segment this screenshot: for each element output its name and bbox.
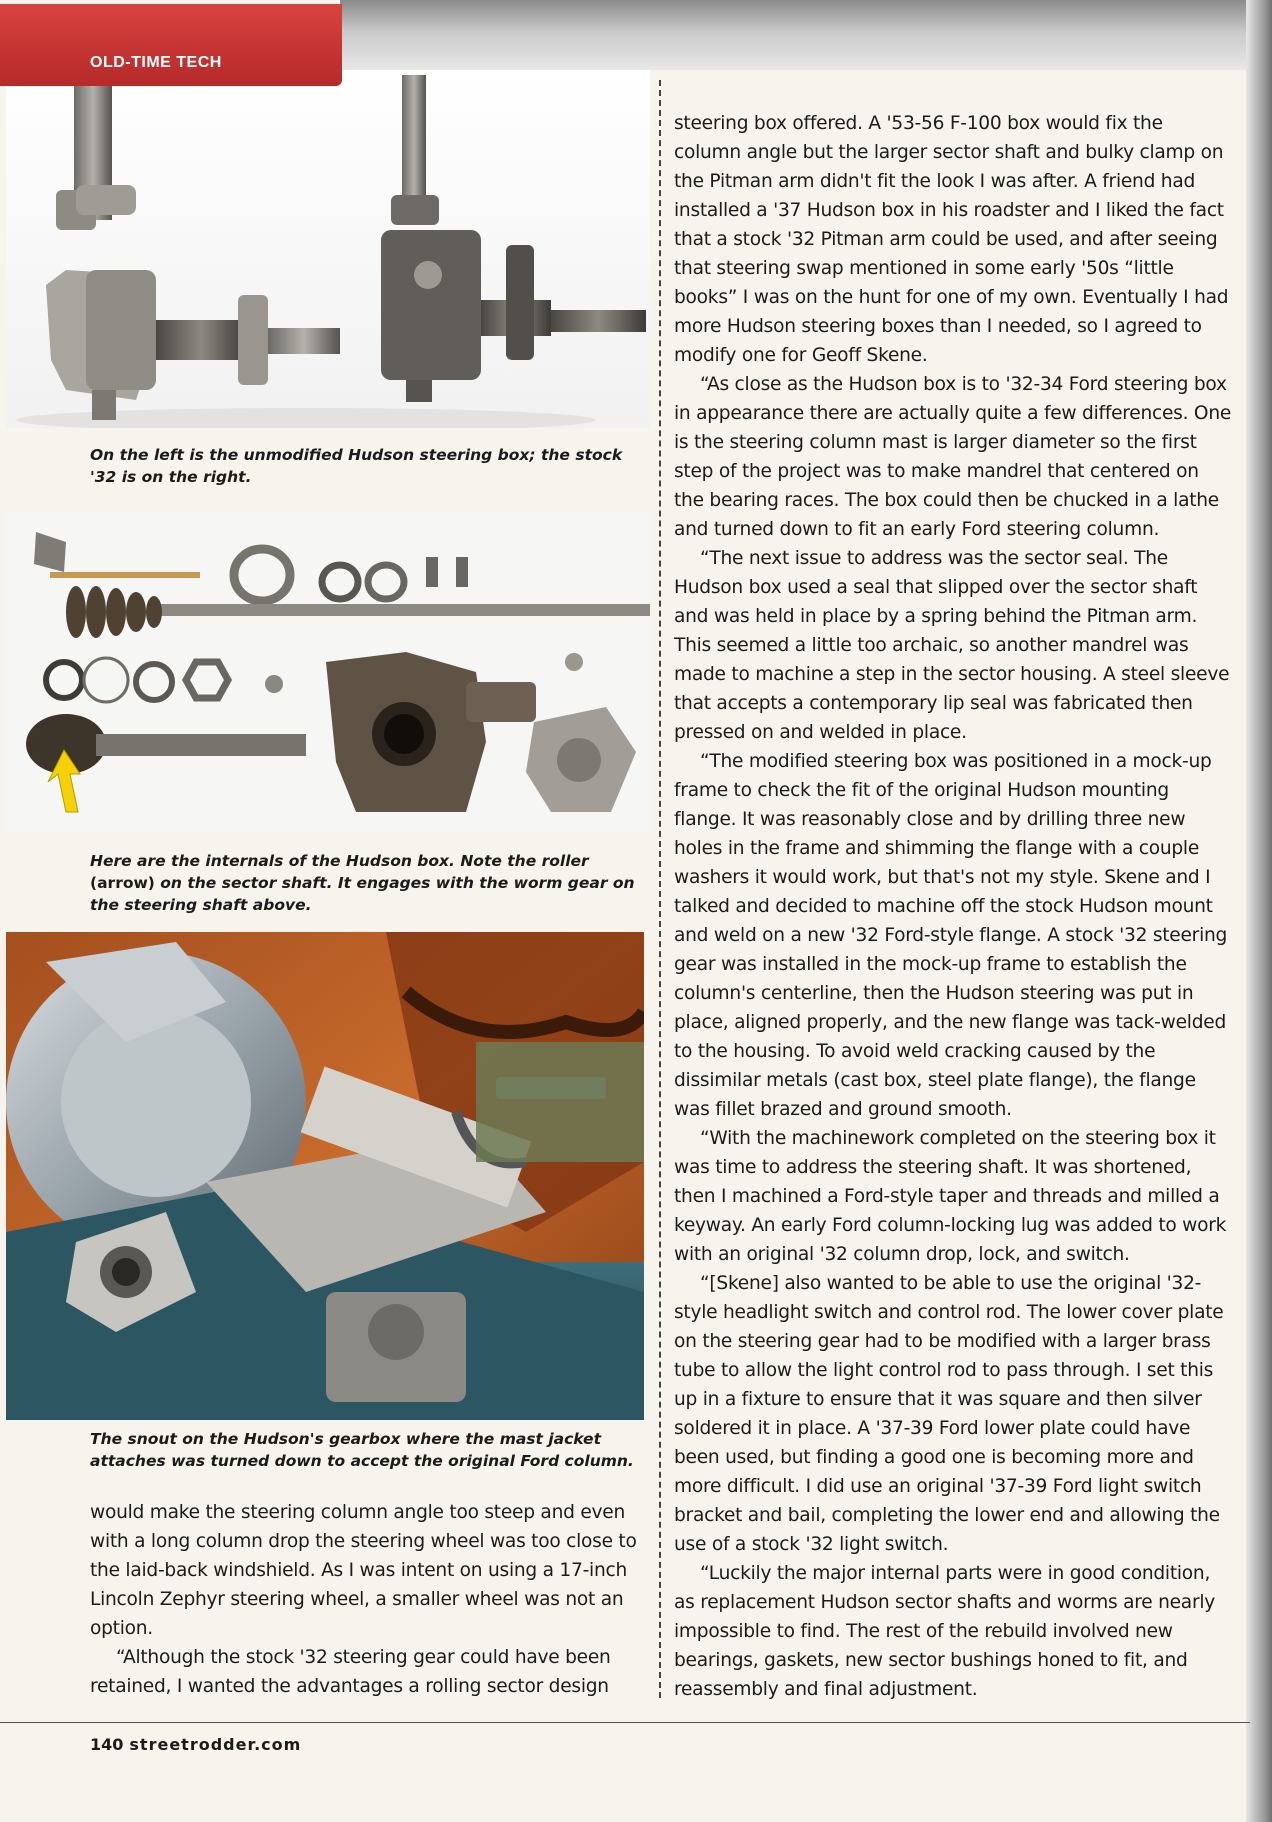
- caption-internals-arrow-note: (arrow): [90, 874, 161, 892]
- article-paragraph: would make the steering column angle too steep and even with a long column drop the steering wheel was too close to the laid-back windshield. As I was intent on using a 17-inch Lincoln Zephyr steering wheel, a smaller wheel was not an option.: [90, 1502, 637, 1639]
- header-band: [340, 0, 1272, 70]
- page-number: 140: [90, 1735, 124, 1754]
- caption-internals-part2: on the sector shaft. It engages with the worm gear on the steering shaft above.: [90, 874, 635, 914]
- column-divider: [659, 80, 661, 1698]
- caption-internals: [90, 850, 646, 916]
- article-left-column: [90, 1498, 650, 1701]
- steering-boxes-photo: [6, 70, 650, 428]
- footer-site: streetrodder.com: [129, 1735, 302, 1754]
- article-paragraph: “The next issue to address was the sector seal. The Hudson box used a seal that slipped over the sector shaft and was held in place by a spring behind the Pitman arm. This seemed a little too archaic, so another mandrel was made to machine a step in the sector housing. A steel sleeve that accepts a contemporary lip seal was fabricated then pressed on and welded in place.: [674, 548, 1230, 743]
- hudson-internals-photo: [6, 512, 650, 832]
- article-paragraph: “Luckily the major internal parts were in good condition, as replacement Hudson sector shafts and worms are nearly impossible to find. The rest of the rebuild involved new bearings, gaskets, new sector bushings honed to fit, and reassembly and final adjustment.: [674, 1563, 1216, 1700]
- caption-lathe: The snout on the Hudson's gearbox where the mast jacket attaches was turned down to accept the original Ford column.: [90, 1430, 634, 1470]
- caption-internals-part1: Here are the internals of the Hudson box. Note the roller: [90, 852, 589, 870]
- page-footer: [90, 1735, 301, 1754]
- footer-rule: [0, 1722, 1250, 1723]
- page-edge-shadow: [1246, 0, 1272, 1822]
- section-label: OLD-TIME TECH: [90, 54, 222, 71]
- lathe-machining-photo: [6, 932, 644, 1420]
- article-right-column: [674, 109, 1234, 1704]
- article-paragraph: “The modified steering box was positioned in a mock-up frame to check the fit of the original Hudson mounting flange. It was reasonably close and by drilling three new holes in the frame and shimming the flange with a couple washers it would work, but that's not my style. Skene and I talked and decided to machine off the stock Hudson mount and weld on a new '32 Ford-style flange. A stock '32 steering gear was installed in the mock-up frame to establish the column's centerline, then the Hudson steering was put in place, aligned properly, and the new flange was tack-welded to the housing. To avoid weld cracking caused by the dissimilar metals (cast box, steel plate flange), the flange was fillet brazed and ground smooth.: [674, 751, 1228, 1120]
- caption-steering-boxes: On the left is the unmodified Hudson steering box; the stock '32 is on the right.: [90, 446, 623, 486]
- section-tab: [0, 4, 342, 86]
- article-paragraph: steering box offered. A '53-56 F-100 box would fix the column angle but the larger sector shaft and bulky clamp on the Pitman arm didn't fit the look I was after. A friend had installed a '37 Hudson box in his roadster and I liked the fact that a stock '32 Pitman arm could be used, and after seeing that steering swap mentioned in some early '50s “little books” I was on the hunt for one of my own. Eventually I had more Hudson steering boxes than I needed, so I agreed to modify one for Geoff Skene.: [674, 113, 1229, 366]
- article-paragraph: “Although the stock '32 steering gear could have been retained, I wanted the advantages a rolling sector design: [90, 1647, 611, 1697]
- article-paragraph: “As close as the Hudson box is to '32-34 Ford steering box in appearance there are actually quite a few differences. One is the steering column mast is larger diameter so the first step of the project was to make mandrel that centered on the bearing races. The box could then be chucked in a lathe and turned down to fit an early Ford steering column.: [674, 374, 1232, 540]
- article-paragraph: “With the machinework completed on the steering box it was time to address the steering shaft. It was shortened, then I machined a Ford-style taper and threads and milled a keyway. An early Ford column-locking lug was added to work with an original '32 column drop, lock, and switch.: [674, 1128, 1227, 1265]
- article-paragraph: “[Skene] also wanted to be able to use the original '32-style headlight switch and control rod. The lower cover plate on the steering gear had to be modified with a larger brass tube to allow the light control rod to pass through. I set this up in a fixture to ensure that it was square and then silver soldered it in place. A '37-39 Ford lower plate could have been used, but finding a good one is becoming more and more difficult. I did use an original '37-39 Ford light switch bracket and bail, completing the lower end and allowing the use of a stock '32 light switch.: [674, 1273, 1224, 1555]
